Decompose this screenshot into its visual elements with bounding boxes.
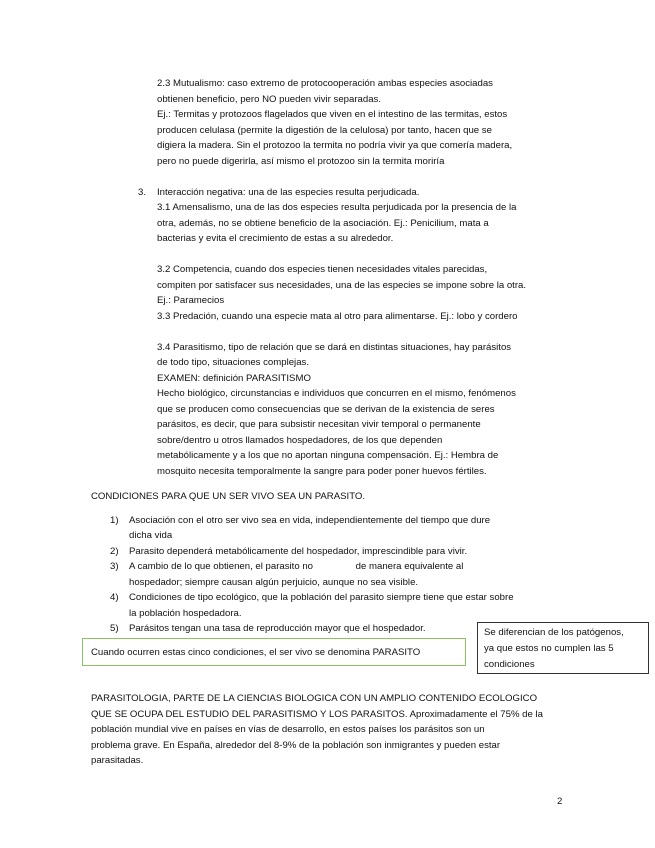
list-number: 4) <box>110 592 119 603</box>
amensalismo-line: 3.1 Amensalismo, una de las dos especies resulta perjudicada por la presencia de la <box>157 202 517 213</box>
list-number: 1) <box>110 515 119 526</box>
parasitismo-line: de todo tipo, situaciones complejas. <box>157 357 309 368</box>
condicion-line: la población hospedadora. <box>129 608 242 619</box>
parasitologia-line: problema grave. En España, alrededor del 8-9% de la población son inmigrantes y pueden estar <box>91 740 501 751</box>
parasitismo-line: metabólicamente y a los que no aportan ninguna compensación. Ej.: Hembra de <box>157 450 499 461</box>
parasitologia-line: PARASITOLOGIA, PARTE DE LA CIENCIAS BIOLOGICA CON UN AMPLIO CONTENIDO ECOLOGICO <box>91 693 538 704</box>
mutualismo-line: producen celulasa (permite la digestión de la celulosa) por tanto, hacen que se <box>157 125 492 136</box>
list-number: 5) <box>110 623 119 634</box>
mutualismo-line: Ej.: Termitas y protozoos flagelados que viven en el intestino de las termitas, estos <box>157 109 508 120</box>
page-number: 2 <box>557 796 563 807</box>
callout-green-box <box>82 638 466 666</box>
callout-side-line: condiciones <box>484 659 535 670</box>
condicion-line: dicha vida <box>129 530 173 541</box>
competencia-line: compiten por satisfacer sus necesidades, una de las especies se impone sobre la otra. <box>157 280 527 291</box>
parasitismo-line: sobre/dentro u otros llamados hospedadores, de los que dependen <box>157 435 443 446</box>
callout-side-line: ya que estos no cumplen las 5 <box>484 643 614 654</box>
parasitologia-line: población mundial vive en países en vías de desarrollo, en estos países los parásitos son un <box>91 724 485 735</box>
parasitismo-line: parásitos, es decir, que para subsistir necesitan vivir temporal o permanente <box>157 419 481 430</box>
condiciones-heading: CONDICIONES PARA QUE UN SER VIVO SEA UN PARASITO. <box>91 491 366 502</box>
parasitologia-line: QUE SE OCUPA DEL ESTUDIO DEL PARASITISMO Y LOS PARASITOS. Aproximadamente el 75% de la <box>91 709 543 720</box>
condicion-line: Parasito dependerá metabólicamente del hospedador, imprescindible para vivir. <box>129 546 468 557</box>
list-number: 2) <box>110 546 119 557</box>
callout-side-line: Se diferencian de los patógenos, <box>484 627 624 638</box>
condicion-line: Asociación con el otro ser vivo sea en vida, independientemente del tiempo que dure <box>129 515 491 526</box>
amensalismo-line: otra, además, no se obtiene beneficio de la asociación. Ej.: Penicilium, mata a <box>157 218 489 229</box>
list-number: 3. <box>138 187 147 198</box>
competencia-line: 3.2 Competencia, cuando dos especies tienen necesidades vitales parecidas, <box>157 264 488 275</box>
list-number: 3) <box>110 561 119 572</box>
mutualismo-line: obtienen beneficio, pero NO pueden vivir separadas. <box>157 94 381 105</box>
interaccion-line: Interacción negativa: una de las especies resulta perjudicada. <box>157 187 420 198</box>
parasitismo-line: 3.4 Parasitismo, tipo de relación que se dará en distintas situaciones, hay parásitos <box>157 342 512 353</box>
callout-side-box <box>477 622 649 674</box>
condicion-line: hospedador; siempre causan algún perjuicio, aunque no sea visible. <box>129 577 419 588</box>
mutualismo-line: digiera la madera. Sin el protozoo la termita no podría vivir ya que comería madera, <box>157 140 513 151</box>
parasitismo-line: mosquito necesita temporalmente la sangre para poder poner huevos fértiles. <box>157 466 487 477</box>
callout-green-text: Cuando ocurren estas cinco condiciones, el ser vivo se denomina PARASITO <box>91 647 421 658</box>
examen-heading: EXAMEN: definición PARASITISMO <box>157 373 311 384</box>
parasitismo-line: Hecho biológico, circunstancias e individuos que concurren en el mismo, fenómenos <box>157 388 516 399</box>
parasitologia-line: parasitadas. <box>91 755 144 766</box>
parasitismo-line: que se producen como consecuencias que se derivan de la existencia de seres <box>157 404 495 415</box>
condicion-line: Condiciones de tipo ecológico, que la población del parasito siempre tiene que estar sobre <box>129 592 514 603</box>
mutualismo-line: 2.3 Mutualismo: caso extremo de protocooperación ambas especies asociadas <box>157 78 493 89</box>
predacion-line: 3.3 Predación, cuando una especie mata al otro para alimentarse. Ej.: lobo y cordero <box>157 311 518 322</box>
amensalismo-line: bacterias y evita el crecimiento de estas a su alrededor. <box>157 233 394 244</box>
condicion-line: A cambio de lo que obtienen, el parasito no de manera equivalente al <box>129 561 464 572</box>
mutualismo-line: pero no puede digerirla, así mismo el protozoo sin la termita moriría <box>157 156 445 167</box>
condicion-line: Parásitos tengan una tasa de reproducción mayor que el hospedador. <box>129 623 426 634</box>
competencia-line: Ej.: Paramecios <box>157 295 225 306</box>
